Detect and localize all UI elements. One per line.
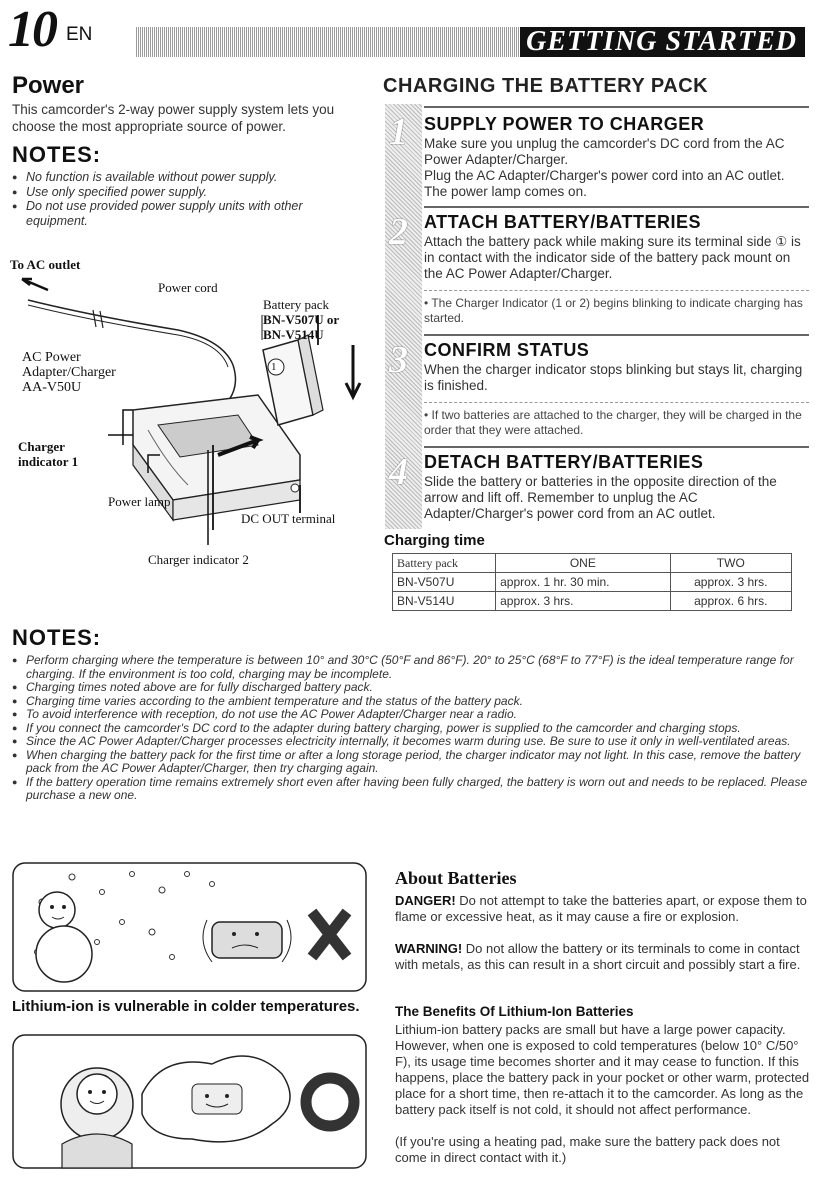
label-to-ac-outlet: To AC outlet bbox=[10, 257, 81, 272]
warning-text: Do not allow the battery or its terminals to come in contact with metals, as this can result in a short circuit and possibly start a fire. bbox=[395, 941, 801, 972]
notes-list bbox=[12, 170, 362, 228]
table-header: ONE bbox=[496, 554, 670, 573]
note-item: ● Perform charging where the temperature is between 10° and 30°C (50°F and 86°F). 20° to 25°C (68°F to 77°F) is the ideal temperature range for charging. If the environment is too cold, charging may be incomplete. bbox=[12, 654, 812, 681]
label-power-lamp: Power lamp bbox=[108, 494, 171, 509]
table-row bbox=[393, 592, 792, 611]
step-body: Plug the AC Adapter/Charger's power cord into an AC outlet. The power lamp comes on. bbox=[424, 168, 785, 199]
danger-paragraph bbox=[395, 893, 810, 925]
section-title: GETTING STARTED bbox=[526, 26, 797, 57]
label-power-cord: Power cord bbox=[158, 280, 218, 295]
label-charger-indicator-2: Charger indicator 2 bbox=[148, 552, 249, 567]
label-adapter-model: AA-V50U bbox=[22, 380, 82, 395]
note-divider bbox=[424, 402, 809, 403]
table-header: Battery pack bbox=[393, 554, 496, 573]
step-title: DETACH BATTERY/BATTERIES bbox=[424, 452, 704, 472]
label-charger-indicator-1b: indicator 1 bbox=[18, 454, 79, 469]
notes-title: NOTES: bbox=[12, 142, 102, 167]
step-note: • If two batteries are attached to the charger, they will be charged in the order that they were attached. bbox=[424, 408, 802, 437]
note-item: ● No function is available without power supply. bbox=[12, 170, 362, 185]
charging-time-table bbox=[392, 553, 792, 611]
note-item: ● Charging times noted above are for fully discharged battery pack. bbox=[12, 681, 812, 695]
step-divider bbox=[424, 106, 809, 108]
warm-battery-illustration bbox=[12, 1034, 367, 1169]
benefits-paragraph: Lithium-ion battery packs are small but have a large power capacity. However, when one is exposed to cold temperatures (below 10° C/50° F), its usage time becomes shorter and it may cease to function. If this happens, place the battery pack in your pocket or other warm, protected place for a short time, then re-attach it to the camcorder. As long as the battery pack itself is not cold, it should not affect performance. bbox=[395, 1022, 810, 1117]
table-row bbox=[393, 573, 792, 592]
step-divider bbox=[424, 334, 809, 336]
power-intro: This camcorder's 2-way power supply system lets you choose the most appropriate source of power. bbox=[12, 102, 335, 134]
step-number: 4 bbox=[389, 451, 408, 493]
step-divider bbox=[424, 206, 809, 208]
note-item: ● Charging time varies according to the ambient temperature and the status of the battery pack. bbox=[12, 695, 812, 709]
charger-diagram bbox=[8, 255, 378, 575]
step-number: 1 bbox=[389, 111, 408, 153]
step-divider bbox=[424, 446, 809, 448]
charging-title: CHARGING THE BATTERY PACK bbox=[383, 75, 709, 97]
warning-paragraph bbox=[395, 941, 810, 973]
heating-pad-note: (If you're using a heating pad, make sure the battery pack does not come in direct contact with it.) bbox=[395, 1134, 780, 1165]
table-header-row bbox=[393, 554, 792, 573]
note-item: ● Use only specified power supply. bbox=[12, 185, 362, 200]
table-cell: approx. 3 hrs. bbox=[670, 573, 791, 592]
danger-label: DANGER! bbox=[395, 893, 456, 908]
table-header: TWO bbox=[670, 554, 791, 573]
note-item: ● If you connect the camcorder's DC cord to the adapter during battery charging, power is supplied to the camcorder and charging stops. bbox=[12, 722, 812, 736]
table-cell: BN-V514U bbox=[393, 592, 496, 611]
step-body: When the charger indicator stops blinking but stays lit, charging is finished. bbox=[424, 362, 803, 393]
step-body: Attach the battery pack while making sure its terminal side ① is in contact with the indicator side of the battery pack mount on the AC Power Adapter/Charger. bbox=[424, 234, 801, 281]
table-cell: approx. 1 hr. 30 min. bbox=[496, 573, 670, 592]
step-note: • The Charger Indicator (1 or 2) begins blinking to indicate charging has started. bbox=[424, 296, 803, 325]
cold-battery-illustration bbox=[12, 862, 367, 992]
warning-label: WARNING! bbox=[395, 941, 463, 956]
note-divider bbox=[424, 290, 809, 291]
note-item: ● To avoid interference with reception, do not use the AC Power Adapter/Charger near a radio. bbox=[12, 708, 812, 722]
label-charger-indicator-1a: Charger bbox=[18, 439, 65, 454]
table-cell: BN-V507U bbox=[393, 573, 496, 592]
charging-time-title: Charging time bbox=[384, 532, 485, 549]
page-language: EN bbox=[66, 24, 93, 45]
step-number: 2 bbox=[389, 211, 408, 253]
notes-list bbox=[12, 654, 812, 803]
table-cell: approx. 6 hrs. bbox=[670, 592, 791, 611]
step-title: SUPPLY POWER TO CHARGER bbox=[424, 114, 705, 134]
step-title: ATTACH BATTERY/BATTERIES bbox=[424, 212, 701, 232]
step-title: CONFIRM STATUS bbox=[424, 340, 590, 360]
danger-text: Do not attempt to take the batteries apart, or expose them to flame or excessive heat, as it may cause a fire or explosion. bbox=[395, 893, 807, 924]
power-title: Power bbox=[12, 72, 85, 99]
step-body: Make sure you unplug the camcorder's DC cord from the AC Power Adapter/Charger. bbox=[424, 136, 785, 167]
label-adapter-2: Adapter/Charger bbox=[22, 365, 116, 380]
label-adapter-1: AC Power bbox=[22, 350, 81, 365]
note-item: ● When charging the battery pack for the first time or after a long storage period, the charger indicator may not light. In this case, remove the battery pack from the AC Power Adapter/Charger, then try charging again. bbox=[12, 749, 812, 776]
note-item: ● Since the AC Power Adapter/Charger processes electricity internally, it becomes warm during use. Be sure to use it only in well-ventilated areas. bbox=[12, 735, 812, 749]
label-terminal-mark: 1 bbox=[271, 361, 277, 373]
table-cell: approx. 3 hrs. bbox=[496, 592, 670, 611]
benefits-title: The Benefits Of Lithium-Ion Batteries bbox=[395, 1004, 634, 1019]
label-battery-model-1: BN-V507U or bbox=[263, 312, 340, 327]
illustration-caption: Lithium-ion is vulnerable in colder temperatures. bbox=[12, 998, 360, 1015]
note-item: ● If the battery operation time remains extremely short even after having been fully charged, the battery is worn out and needs to be replaced. Please purchase a new one. bbox=[12, 776, 812, 803]
page-number: 10 bbox=[8, 1, 56, 58]
note-item: ● Do not use provided power supply units with other equipment. bbox=[12, 199, 362, 228]
step-number: 3 bbox=[389, 339, 408, 381]
label-dc-out: DC OUT terminal bbox=[241, 511, 336, 526]
step-body: Slide the battery or batteries in the opposite direction of the arrow and lift off. Remember to unplug the AC Adapter/Charger's power cord from an AC outlet. bbox=[424, 474, 777, 521]
about-batteries-title: About Batteries bbox=[395, 868, 517, 888]
label-battery-model-2: BN-V514U bbox=[263, 327, 324, 342]
notes-title: NOTES: bbox=[12, 625, 102, 650]
label-battery-pack: Battery pack bbox=[263, 297, 330, 312]
